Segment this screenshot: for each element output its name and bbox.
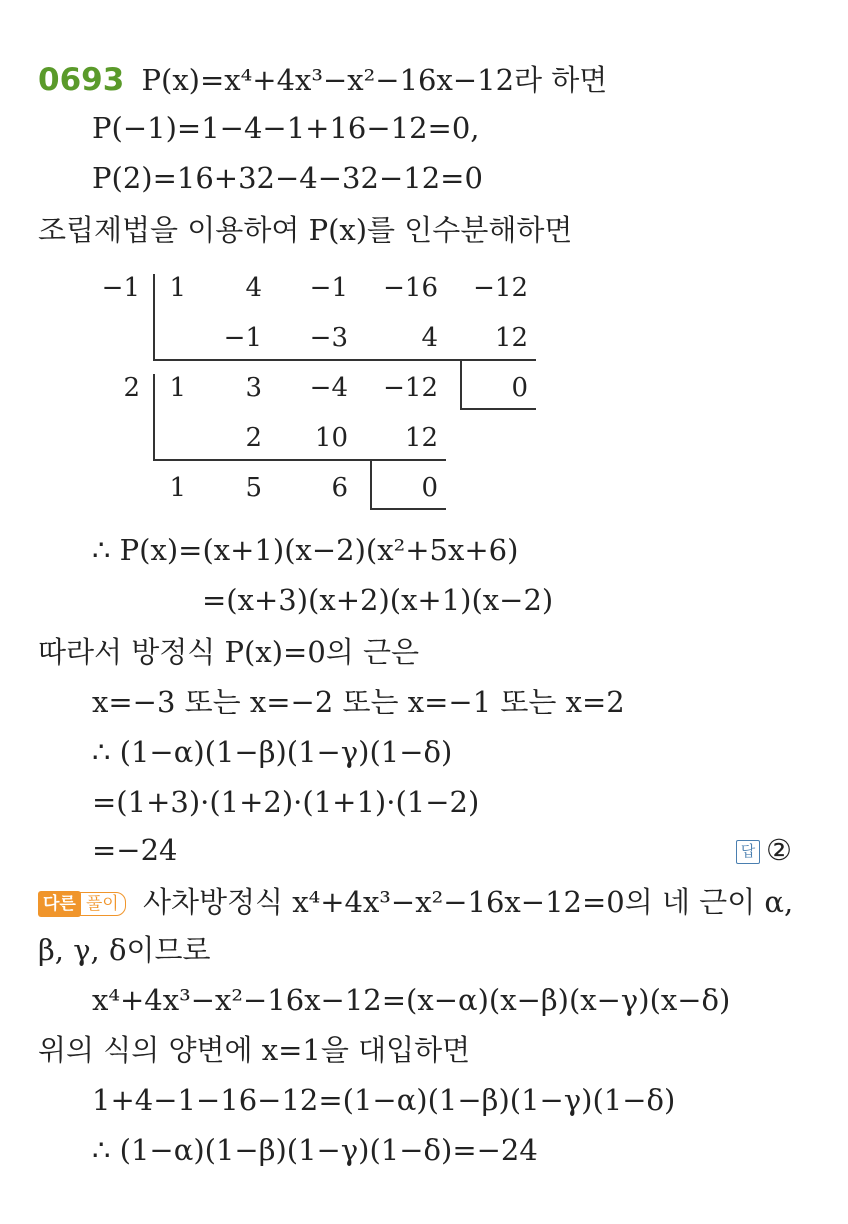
solution-line-1: ∴ P(x)=(x+1)(x−2)(x²+5x+6) xyxy=(92,533,519,567)
cell: 1 xyxy=(169,473,186,503)
cell: −4 xyxy=(309,373,348,403)
problem-line-2: P(−1)=1−4−1+16−12=0, xyxy=(92,111,480,145)
cell: −12 xyxy=(473,273,528,303)
cell: −12 xyxy=(383,373,438,403)
cell: 5 xyxy=(245,473,262,503)
answer xyxy=(736,832,792,868)
alt-tag-label: 풀이 xyxy=(79,892,126,916)
divisor-1: −1 xyxy=(101,273,140,303)
alt-solution-line-1 xyxy=(38,884,793,920)
cell: 6 xyxy=(331,473,348,503)
division-line xyxy=(370,508,446,510)
cell: 10 xyxy=(314,423,348,453)
cell: 1 xyxy=(169,373,186,403)
cell: 4 xyxy=(421,323,438,353)
solution-line-7: =−24 xyxy=(92,833,178,867)
cell: 12 xyxy=(404,423,438,453)
answer-icon: 답 xyxy=(736,840,760,864)
divisor-2: 2 xyxy=(123,373,140,403)
alt-text-1: 사차방정식 x⁴+4x³−x²−16x−12=0의 네 근이 α, xyxy=(142,885,794,919)
solution-line-4: x=−3 또는 x=−2 또는 x=−1 또는 x=2 xyxy=(92,685,625,719)
remainder-2: 0 xyxy=(421,473,438,503)
cell: 2 xyxy=(245,423,262,453)
cell: −16 xyxy=(383,273,438,303)
division-line xyxy=(460,361,462,409)
problem-header xyxy=(38,62,607,98)
problem-line-1: P(x)=x⁴+4x³−x²−16x−12라 하면 xyxy=(141,63,608,97)
problem-line-3: P(2)=16+32−4−32−12=0 xyxy=(92,161,483,195)
cell: −3 xyxy=(309,323,348,353)
cell: −1 xyxy=(309,273,348,303)
solution-line-2: =(x+3)(x+2)(x+1)(x−2) xyxy=(202,583,554,617)
alt-tag: 다른 xyxy=(38,891,81,917)
alt-solution-line-3: x⁴+4x³−x²−16x−12=(x−α)(x−β)(x−γ)(x−δ) xyxy=(92,983,731,1017)
division-line xyxy=(460,408,536,410)
cell: 1 xyxy=(169,273,186,303)
solution-line-6: =(1+3)·(1+2)·(1+1)·(1−2) xyxy=(92,785,480,819)
alt-solution-line-2: β, γ, δ이므로 xyxy=(38,933,211,967)
solution-line-5: ∴ (1−α)(1−β)(1−γ)(1−δ) xyxy=(92,735,453,769)
division-line xyxy=(370,461,372,509)
solution-line-3: 따라서 방정식 P(x)=0의 근은 xyxy=(38,635,420,669)
alt-solution-line-6: ∴ (1−α)(1−β)(1−γ)(1−δ)=−24 xyxy=(92,1133,538,1167)
cell: 3 xyxy=(245,373,262,403)
problem-line-4: 조립제법을 이용하여 P(x)를 인수분해하면 xyxy=(38,213,573,247)
cell: 4 xyxy=(245,273,262,303)
answer-value: ② xyxy=(766,833,792,867)
division-line xyxy=(153,359,536,361)
division-line xyxy=(153,374,155,460)
cell: 12 xyxy=(494,323,528,353)
division-line xyxy=(153,459,446,461)
division-line xyxy=(153,274,155,360)
alt-solution-line-4: 위의 식의 양변에 x=1을 대입하면 xyxy=(38,1033,471,1067)
alt-solution-line-5: 1+4−1−16−12=(1−α)(1−β)(1−γ)(1−δ) xyxy=(92,1083,676,1117)
remainder-1: 0 xyxy=(511,373,528,403)
problem-number: 0693 xyxy=(38,62,125,98)
cell: −1 xyxy=(223,323,262,353)
